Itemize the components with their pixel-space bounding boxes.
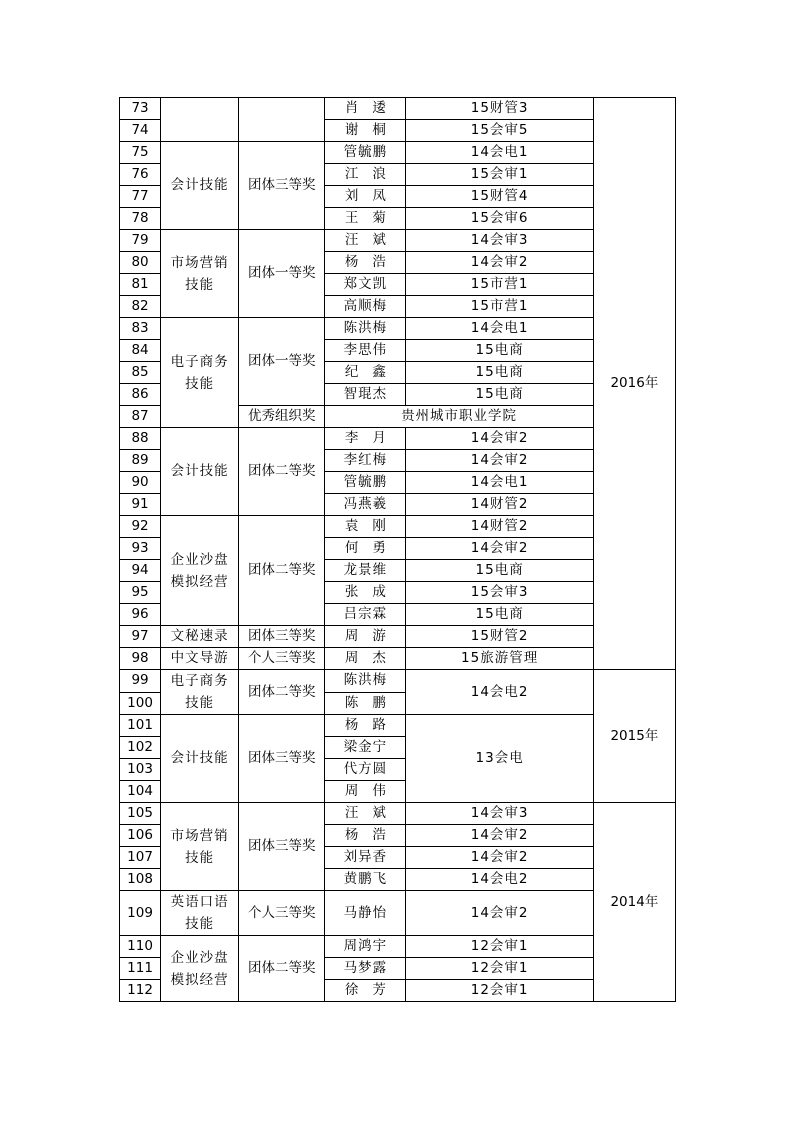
row-number: 101 (120, 715, 161, 737)
row-number: 102 (120, 737, 161, 759)
class-name: 15电商 (406, 560, 593, 582)
student-name: 李思伟 (325, 340, 406, 362)
row-number: 108 (120, 869, 161, 891)
class-name: 14财管2 (406, 494, 593, 516)
row-number: 83 (120, 318, 161, 340)
row-number: 94 (120, 560, 161, 582)
student-name: 王菊 (325, 208, 406, 230)
competition-item: 电子商务技能 (161, 670, 239, 715)
row-number: 99 (120, 670, 161, 693)
year-cell: 2016年 (593, 98, 675, 670)
class-name: 15电商 (406, 604, 593, 626)
student-name: 刘凤 (325, 186, 406, 208)
competition-item: 文秘速录 (161, 626, 239, 648)
row-number: 110 (120, 936, 161, 958)
class-name: 14会审2 (406, 847, 593, 869)
row-number: 93 (120, 538, 161, 560)
table-row (120, 230, 676, 252)
class-name: 15财管2 (406, 626, 593, 648)
row-number: 111 (120, 958, 161, 980)
class-name: 14会审3 (406, 803, 593, 825)
row-number: 81 (120, 274, 161, 296)
class-name: 14会电2 (406, 869, 593, 891)
class-name: 14会审2 (406, 891, 593, 936)
row-number: 98 (120, 648, 161, 670)
award-level: 团体二等奖 (239, 670, 325, 715)
student-name: 吕宗霖 (325, 604, 406, 626)
row-number: 78 (120, 208, 161, 230)
class-name: 12会审1 (406, 980, 593, 1002)
row-number: 103 (120, 759, 161, 781)
award-level: 团体三等奖 (239, 142, 325, 230)
student-name: 陈洪梅 (325, 670, 406, 693)
row-number: 105 (120, 803, 161, 825)
row-number: 104 (120, 781, 161, 803)
award-level: 个人三等奖 (239, 891, 325, 936)
class-name: 15会审5 (406, 120, 593, 142)
competition-item: 会计技能 (161, 428, 239, 516)
student-name: 肖逶 (325, 98, 406, 120)
table-row (120, 670, 676, 693)
award-level: 团体二等奖 (239, 428, 325, 516)
award-level: 团体一等奖 (239, 318, 325, 406)
row-number: 86 (120, 384, 161, 406)
row-number: 96 (120, 604, 161, 626)
row-number: 92 (120, 516, 161, 538)
student-name: 马梦露 (325, 958, 406, 980)
row-number: 95 (120, 582, 161, 604)
student-name: 纪鑫 (325, 362, 406, 384)
class-name: 15电商 (406, 340, 593, 362)
table-row (120, 891, 676, 936)
row-number: 100 (120, 692, 161, 715)
class-name: 12会审1 (406, 936, 593, 958)
class-name: 14会审2 (406, 252, 593, 274)
class-name: 14会审2 (406, 825, 593, 847)
award-level: 团体二等奖 (239, 936, 325, 1002)
student-name: 李红梅 (325, 450, 406, 472)
class-name: 14会审3 (406, 230, 593, 252)
table-row (120, 142, 676, 164)
row-number: 91 (120, 494, 161, 516)
award-level: 团体一等奖 (239, 230, 325, 318)
award-level: 团体三等奖 (239, 715, 325, 803)
student-name: 梁金宁 (325, 737, 406, 759)
table-row (120, 626, 676, 648)
class-name: 15市营1 (406, 296, 593, 318)
student-name: 袁刚 (325, 516, 406, 538)
student-name: 张成 (325, 582, 406, 604)
row-number: 97 (120, 626, 161, 648)
row-number: 82 (120, 296, 161, 318)
student-name: 龙景维 (325, 560, 406, 582)
student-name: 周伟 (325, 781, 406, 803)
row-number: 80 (120, 252, 161, 274)
row-number: 109 (120, 891, 161, 936)
year-cell: 2014年 (593, 803, 675, 1002)
row-number: 75 (120, 142, 161, 164)
row-number: 76 (120, 164, 161, 186)
student-name: 周鸿宇 (325, 936, 406, 958)
competition-item: 会计技能 (161, 715, 239, 803)
class-name: 12会审1 (406, 958, 593, 980)
table-row (120, 428, 676, 450)
student-name: 陈鹏 (325, 692, 406, 715)
competition-item-cell (161, 98, 239, 142)
table-row (120, 715, 676, 737)
student-name: 杨路 (325, 715, 406, 737)
competition-item: 市场营销技能 (161, 230, 239, 318)
student-name: 郑文凯 (325, 274, 406, 296)
row-number: 112 (120, 980, 161, 1002)
student-name: 刘异香 (325, 847, 406, 869)
row-number: 84 (120, 340, 161, 362)
class-name: 14会电1 (406, 318, 593, 340)
table-row (120, 803, 676, 825)
class-name: 13会电 (406, 715, 593, 803)
competition-item: 企业沙盘模拟经营 (161, 516, 239, 626)
class-name: 14会电1 (406, 142, 593, 164)
class-name: 15财管4 (406, 186, 593, 208)
award-level: 团体二等奖 (239, 516, 325, 626)
organization-name: 贵州城市职业学院 (325, 406, 593, 428)
competition-item: 电子商务技能 (161, 318, 239, 428)
class-name: 15会审3 (406, 582, 593, 604)
class-name: 14会审2 (406, 450, 593, 472)
row-number: 107 (120, 847, 161, 869)
class-name: 15会审6 (406, 208, 593, 230)
student-name: 冯燕羲 (325, 494, 406, 516)
award-cell (239, 98, 325, 142)
student-name: 高顺梅 (325, 296, 406, 318)
student-name: 黄鹏飞 (325, 869, 406, 891)
competition-item: 中文导游 (161, 648, 239, 670)
row-number: 77 (120, 186, 161, 208)
table-row (120, 318, 676, 340)
table-row (120, 648, 676, 670)
award-level: 个人三等奖 (239, 648, 325, 670)
student-name: 杨浩 (325, 252, 406, 274)
class-name: 15电商 (406, 384, 593, 406)
class-name: 14财管2 (406, 516, 593, 538)
student-name: 周杰 (325, 648, 406, 670)
class-name: 14会审2 (406, 428, 593, 450)
award-level: 团体三等奖 (239, 626, 325, 648)
row-number: 85 (120, 362, 161, 384)
class-name: 15市营1 (406, 274, 593, 296)
student-name: 管毓鹏 (325, 472, 406, 494)
student-name: 智琨杰 (325, 384, 406, 406)
student-name: 杨浩 (325, 825, 406, 847)
row-number: 88 (120, 428, 161, 450)
table-row (120, 936, 676, 958)
student-name: 马静怡 (325, 891, 406, 936)
competition-item: 英语口语技能 (161, 891, 239, 936)
table-row (120, 516, 676, 538)
award-level: 团体三等奖 (239, 803, 325, 891)
class-name: 15财管3 (406, 98, 593, 120)
student-name: 徐芳 (325, 980, 406, 1002)
student-name: 谢桐 (325, 120, 406, 142)
row-number: 89 (120, 450, 161, 472)
class-name: 14会电2 (406, 670, 593, 715)
table-row (120, 98, 676, 120)
competition-item: 会计技能 (161, 142, 239, 230)
row-number: 90 (120, 472, 161, 494)
student-name: 汪斌 (325, 803, 406, 825)
student-name: 汪斌 (325, 230, 406, 252)
row-number: 79 (120, 230, 161, 252)
student-name: 周游 (325, 626, 406, 648)
student-name: 何勇 (325, 538, 406, 560)
row-number: 106 (120, 825, 161, 847)
class-name: 14会电1 (406, 472, 593, 494)
year-cell: 2015年 (593, 670, 675, 803)
competition-item: 市场营销技能 (161, 803, 239, 891)
competition-item: 企业沙盘模拟经营 (161, 936, 239, 1002)
student-name: 代方圆 (325, 759, 406, 781)
row-number: 73 (120, 98, 161, 120)
awards-table (119, 97, 676, 1002)
student-name: 陈洪梅 (325, 318, 406, 340)
award-level: 优秀组织奖 (239, 406, 325, 428)
class-name: 15电商 (406, 362, 593, 384)
class-name: 15旅游管理 (406, 648, 593, 670)
class-name: 15会审1 (406, 164, 593, 186)
row-number: 74 (120, 120, 161, 142)
student-name: 江浪 (325, 164, 406, 186)
row-number: 87 (120, 406, 161, 428)
student-name: 管毓鹏 (325, 142, 406, 164)
class-name: 14会审2 (406, 538, 593, 560)
student-name: 李月 (325, 428, 406, 450)
